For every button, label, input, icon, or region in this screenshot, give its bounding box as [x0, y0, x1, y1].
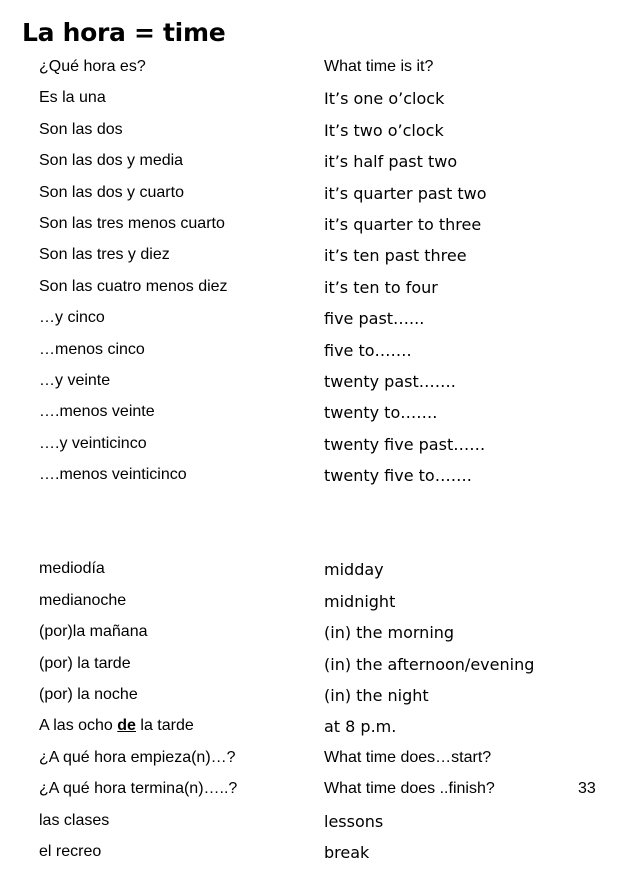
spanish-phrase: (por) la noche [39, 685, 138, 703]
vocab-row [0, 211, 638, 242]
spanish-phrase: Son las tres menos cuarto [39, 214, 225, 232]
spanish-phrase-start: A las ocho [39, 717, 118, 735]
spanish-phrase: el recreo [39, 842, 102, 860]
spanish-phrase: …menos cinco [39, 340, 145, 358]
spanish-phrase: ¿A qué hora empieza(n)…? [39, 748, 236, 766]
page-title: La hora = time [22, 18, 226, 47]
english-phrase: midnight [324, 591, 396, 611]
english-phrase: twenty five past…… [324, 434, 486, 454]
english-phrase: twenty past……. [324, 371, 456, 391]
english-phrase: break [324, 842, 370, 862]
vocab-row [0, 117, 638, 148]
vocab-row [0, 180, 638, 211]
english-phrase: What time does ..finish? [324, 780, 495, 798]
english-phrase: it’s ten past three [324, 246, 467, 266]
spanish-phrase: …y veinte [39, 371, 111, 389]
vocab-row [0, 808, 638, 839]
vocabulary-list [0, 54, 638, 870]
vocab-row [0, 839, 638, 870]
vocab-row [0, 368, 638, 399]
vocab-row [0, 682, 638, 713]
english-phrase: It’s one o’clock [324, 89, 445, 109]
spanish-phrase: ….menos veinticinco [39, 466, 187, 484]
spanish-phrase: ¿Qué hora es? [39, 58, 146, 75]
page-number: 33 [578, 780, 596, 797]
english-phrase: midday [324, 560, 384, 580]
vocab-row [0, 148, 638, 179]
english-phrase: it’s quarter past two [324, 183, 487, 203]
spanish-phrase: (por)la mañana [39, 623, 148, 641]
spanish-phrase: mediodía [39, 560, 105, 578]
english-phrase: it’s ten to four [324, 277, 438, 297]
spanish-phrase: Son las tres y diez [39, 246, 170, 264]
vocab-row [0, 651, 638, 682]
vocab-row [0, 399, 638, 430]
english-phrase: twenty five to……. [324, 466, 472, 486]
spanish-phrase [39, 717, 194, 735]
spanish-phrase: Son las dos [39, 120, 123, 138]
english-phrase: (in) the night [324, 685, 429, 705]
vocab-row [0, 242, 638, 273]
spanish-phrase: Son las cuatro menos diez [39, 277, 228, 295]
vocab-row [0, 619, 638, 650]
english-phrase: five past…... [324, 309, 425, 329]
vocab-row [0, 462, 638, 493]
vocab-row [0, 745, 638, 776]
english-phrase: at 8 p.m. [324, 717, 397, 737]
spanish-phrase: las clases [39, 811, 110, 829]
vocab-row [0, 274, 638, 305]
spanish-phrase: ….y veinticinco [39, 434, 147, 452]
vocab-row [0, 337, 638, 368]
vocab-row [0, 713, 638, 744]
english-phrase: What time does…start? [324, 748, 492, 766]
spanish-phrase: Son las dos y cuarto [39, 183, 184, 201]
spanish-phrase: ….menos veinte [39, 403, 155, 421]
vocab-row [0, 431, 638, 462]
vocab-row [0, 588, 638, 619]
spanish-phrase: (por) la tarde [39, 654, 131, 672]
vocab-row [0, 54, 638, 85]
english-phrase: (in) the afternoon/evening [324, 654, 535, 674]
spanish-phrase: Son las dos y media [39, 152, 184, 170]
vocab-row [0, 85, 638, 116]
vocab-row [0, 776, 638, 807]
english-phrase: it’s quarter to three [324, 214, 482, 234]
spanish-phrase: Es la una [39, 89, 106, 107]
english-phrase: What time is it? [324, 58, 434, 75]
spanish-phrase-end: la tarde [135, 717, 194, 735]
english-phrase: five to……. [324, 340, 412, 360]
spanish-phrase: medianoche [39, 591, 127, 609]
english-phrase: it’s half past two [324, 152, 458, 172]
spanish-phrase: …y cinco [39, 309, 105, 327]
vocab-row [0, 493, 638, 587]
english-phrase: It’s two o’clock [324, 120, 444, 140]
english-phrase: lessons [324, 811, 384, 831]
english-phrase: (in) the morning [324, 623, 455, 643]
english-phrase: twenty to……. [324, 403, 438, 423]
spanish-phrase: ¿A qué hora termina(n)…..? [39, 780, 238, 798]
emphasized-word: de [117, 717, 136, 735]
vocab-row [0, 305, 638, 336]
